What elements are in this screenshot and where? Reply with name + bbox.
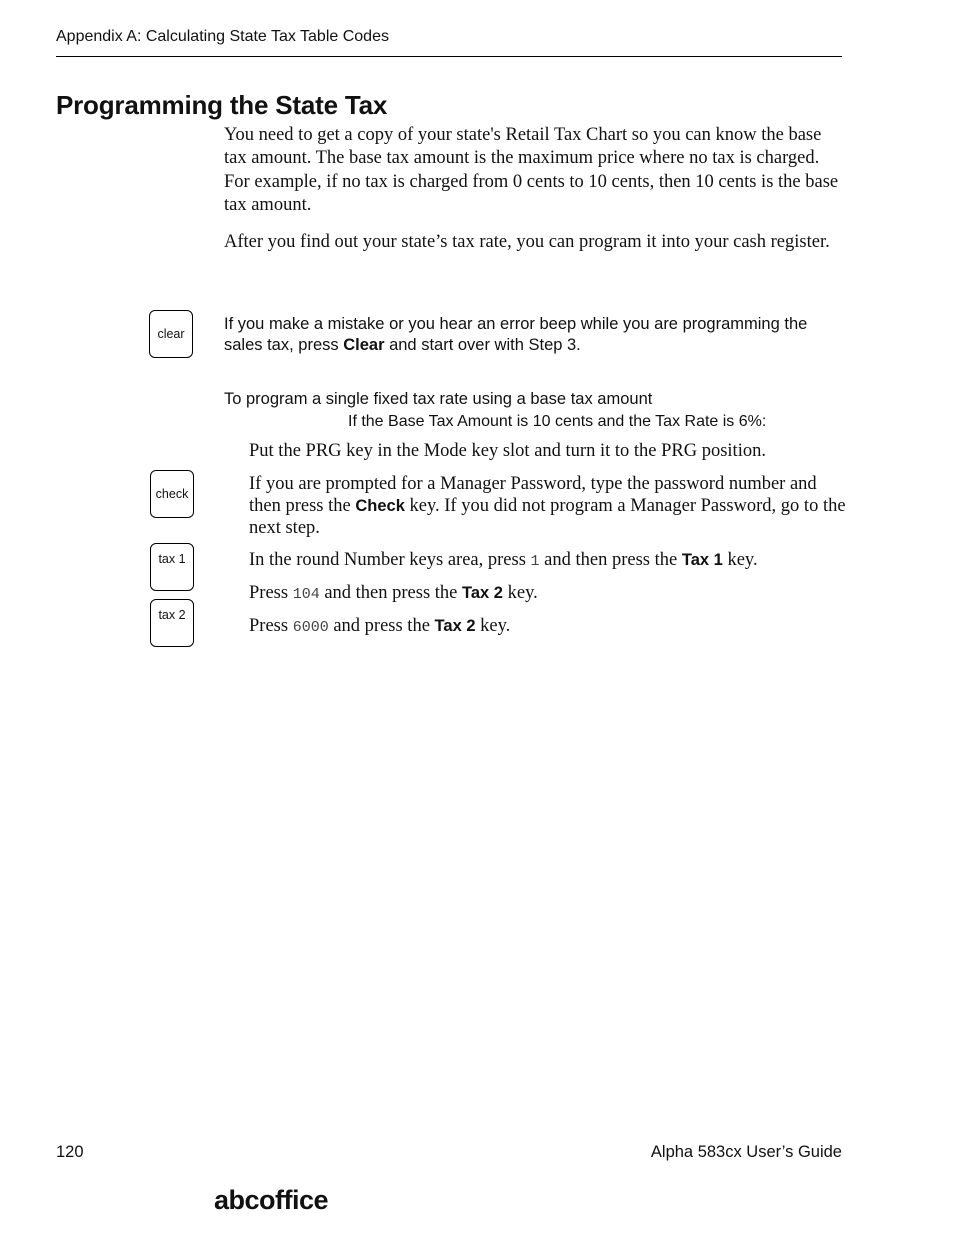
step-5-text-middle: and press the	[328, 616, 435, 636]
procedure-condition: If the Base Tax Amount is 10 cents and the Tax Rate is 6%:	[348, 413, 767, 430]
check-key-icon: check	[150, 470, 194, 518]
guide-title: Alpha 583cx User’s Guide	[650, 1143, 842, 1161]
step-3	[249, 549, 849, 573]
step-5-key-name: Tax 2	[434, 617, 476, 635]
step-1	[249, 440, 849, 462]
step-1-text: Put the PRG key in the Mode key slot and turn it to the PRG position.	[249, 441, 766, 461]
step-3-code: 1	[530, 553, 540, 570]
step-5	[249, 615, 849, 639]
step-5-text-before: Press	[249, 616, 293, 636]
step-4-code: 104	[292, 586, 320, 603]
note-text-after: and start over with Step 3.	[384, 336, 581, 354]
brand-logo: abcoffice	[214, 1185, 329, 1215]
note-key-name: Clear	[343, 336, 385, 354]
step-4-key-name: Tax 2	[462, 584, 503, 602]
step-5-code: 6000	[292, 619, 329, 636]
tax-2-key-icon: tax 2	[150, 599, 194, 647]
step-3-text-before: In the round Number keys area, press	[249, 550, 531, 570]
intro-paragraph-2: After you find out your state’s tax rate, you can program it into your cash register.	[224, 232, 830, 252]
step-4-text-after: key.	[502, 583, 538, 603]
note-text	[224, 314, 844, 356]
tax-1-key-icon: tax 1	[150, 543, 194, 591]
step-3-key-name: Tax 1	[681, 551, 723, 569]
step-4-text-middle: and then press the	[319, 583, 463, 603]
header-rule	[56, 56, 842, 57]
step-3-text-middle: and then press the	[539, 550, 682, 570]
procedure-title: To program a single fixed tax rate using a base tax amount	[224, 390, 653, 408]
step-2-text-before: If you are prompted for a Manager Password, type the password number and then press the	[249, 474, 817, 516]
step-3-text-after: key.	[722, 550, 758, 570]
note-text-before: If you make a mistake or you hear an error beep while you are programming the sales tax, press	[224, 315, 808, 354]
step-2-text-after: key. If you did not program a Manager Password, go to the next step.	[249, 496, 846, 538]
running-header: Appendix A: Calculating State Tax Table Codes	[56, 28, 389, 45]
step-4-text-before: Press	[249, 583, 293, 603]
step-2	[249, 473, 849, 539]
step-5-text-after: key.	[475, 616, 511, 636]
page-number: 120	[56, 1143, 84, 1161]
clear-key-icon: clear	[149, 310, 193, 358]
page-title: Programming the State Tax	[56, 90, 388, 120]
step-4	[249, 582, 849, 606]
step-2-key-name: Check	[355, 497, 405, 515]
intro-paragraph-1: You need to get a copy of your state's Retail Tax Chart so you can know the base tax amount. The base tax amount is the maximum price where no tax is charged. For example, if no tax is charged from 0 cents to 10 cents, then 10 cents is the base tax amount.	[224, 125, 839, 215]
